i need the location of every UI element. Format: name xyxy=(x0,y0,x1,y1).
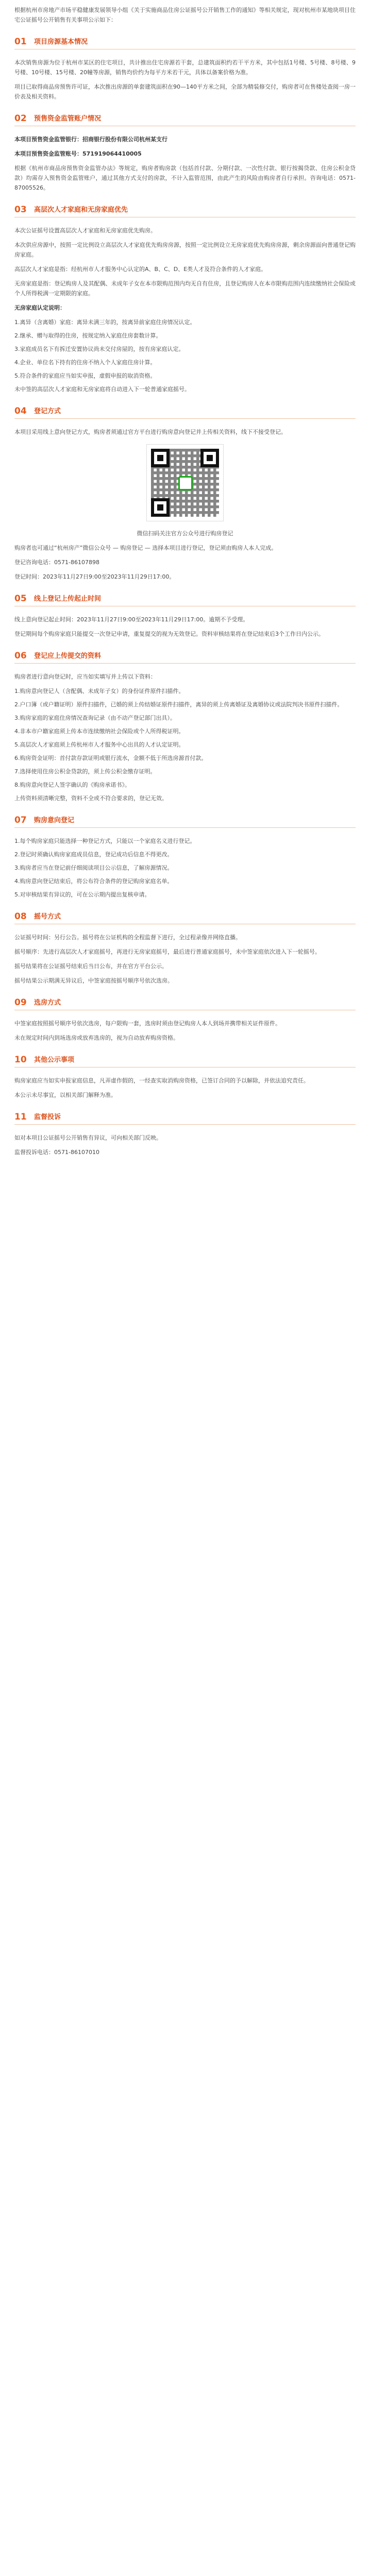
section-number: 04 xyxy=(14,406,27,416)
qr-code-icon[interactable] xyxy=(146,444,224,521)
section-header-08 xyxy=(14,912,356,924)
registration-rules-list xyxy=(14,836,356,900)
list-item: 5.对审核结果有异议的，可在公示期内提出复核申请。 xyxy=(14,891,150,898)
paragraph: 未在规定时间内到场选房或放弃选房的，视为自动放弃购房资格。 xyxy=(14,1035,179,1041)
section-header-09 xyxy=(14,998,356,1010)
section-number: 02 xyxy=(14,113,27,124)
section-title: 监督投诉 xyxy=(34,1113,61,1121)
paragraph: 本次供应房源中，按照一定比例设立高层次人才家庭优先购房房源，按照一定比例设立无房家庭优先购房房源，剩余房源面向普通登记购房家庭。 xyxy=(14,242,356,258)
registration-time: 登记时间：2023年11月27日9:00至2023年11月29日17:00。 xyxy=(14,573,175,580)
list-item: 2.继承、赠与取得的住房，按规定纳入家庭住房套数计算。 xyxy=(14,332,162,339)
paragraph: 购房者进行意向登记时，应当如实填写并上传以下资料： xyxy=(14,673,156,680)
list-item: 5.符合条件的家庭应当如实申报，虚假申报的取消资格。 xyxy=(14,372,156,379)
list-item: 5.高层次人才家庭须上传杭州市人才服务中心出具的人才认定证明。 xyxy=(14,741,184,748)
list-item: 2.户口簿（或户籍证明）原件扫描件，已婚的须上传结婚证原件扫描件，离异的须上传离婚证及离婚协议或法院判决书原件扫描件。 xyxy=(14,701,343,708)
list-item: 2.登记时须确认购房家庭成员信息，登记成功后信息不得更改。 xyxy=(14,851,173,858)
list-item: 1.每个购房家庭只能选择一种登记方式，只能以一个家庭名义进行登记。 xyxy=(14,838,196,844)
section-header-05 xyxy=(14,594,356,606)
section-header-07 xyxy=(14,816,356,828)
section-number: 10 xyxy=(14,1055,27,1065)
section-number: 03 xyxy=(14,205,27,215)
paragraph: 中签家庭按照摇号顺序号依次选房，每户限购一套，选房时须由登记购房人本人到场并携带相关证件原件。 xyxy=(14,1020,281,1027)
paragraph: 高层次人才家庭是指：经杭州市人才服务中心认定的A、B、C、D、E类人才及符合条件的人才家庭。 xyxy=(14,266,267,273)
paragraph: 公证摇号时间：另行公告。摇号将在公证机构的全程监督下进行，全过程录像并网络直播。 xyxy=(14,934,241,941)
list-item: 4.购房意向登记结束后，将公布符合条件的登记购房家庭名单。 xyxy=(14,878,173,885)
section-title: 线上登记上传起止时间 xyxy=(34,595,102,603)
qr-caption: 微信扫码关注官方公众号进行购房登记 xyxy=(137,530,233,537)
section-title: 项目房源基本情况 xyxy=(34,38,88,46)
list-title: 无房家庭认定说明： xyxy=(14,304,65,311)
section-header-02 xyxy=(14,114,356,126)
paragraph: 无房家庭是指：登记购房人及其配偶、未成年子女在本市限购范围内均无自有住房，且登记购房人在本市限购范围内连续缴纳社会保险或个人所得税满一定期限的家庭。 xyxy=(14,280,356,297)
section-number: 01 xyxy=(14,37,27,47)
list-item: 6.购房资金证明：首付款存款证明或银行流水，金额不低于所选房源首付款。 xyxy=(14,755,207,761)
list-item: 3.购房家庭的家庭住房情况查询记录（由不动产登记部门出具）。 xyxy=(14,715,176,721)
section-title: 其他公示事项 xyxy=(34,1056,75,1064)
list-item: 3.家庭成员名下有拆迁安置协议尚未交付房屋的，按有房家庭认定。 xyxy=(14,346,184,352)
section-number: 09 xyxy=(14,997,27,1008)
section-number: 06 xyxy=(14,651,27,661)
paragraph: 本公示未尽事宜，以相关部门解释为准。 xyxy=(14,1092,116,1098)
paragraph: 未中签的高层次人才家庭和无房家庭将自动进入下一轮普通家庭摇号。 xyxy=(14,386,190,393)
section-number: 08 xyxy=(14,911,27,922)
paragraph: 摇号结果将在公证摇号结束后当日公布，并在官方平台公示。 xyxy=(14,963,167,970)
consult-phone: 登记咨询电话：0571-86107898 xyxy=(14,559,99,566)
section-header-11 xyxy=(14,1112,356,1125)
paragraph: 摇号顺序：先进行高层次人才家庭摇号，再进行无房家庭摇号，最后进行普通家庭摇号，未中签家庭依次进入下一轮摇号。 xyxy=(14,948,321,955)
section-header-10 xyxy=(14,1055,356,1067)
section-title: 预售资金监管账户情况 xyxy=(34,115,102,123)
section-number: 05 xyxy=(14,594,27,604)
list-item: 1.购房意向登记人（含配偶、未成年子女）的身份证件原件扫描件。 xyxy=(14,688,184,694)
no-house-criteria-list xyxy=(14,317,356,381)
paragraph: 本次销售房源为位于杭州市某区的住宅项目，共计推出住宅房源若干套，总建筑面积约若干平方米，其中包括1号楼、5号楼、8号楼、9号楼、10号楼、15号楼、20幢等房源，销售均价约为每平方米若干元，具体以备案价格为准。 xyxy=(14,59,356,76)
list-item: 3.购房者应当在登记前仔细阅读项目公示信息，了解房源情况。 xyxy=(14,865,173,871)
list-item: 1.离异（含离婚）家庭：离异未满三年的，按离异前家庭住房情况认定。 xyxy=(14,319,196,326)
section-title: 高层次人才家庭和无房家庭优先 xyxy=(34,206,128,214)
supervision-account: 本项目预售资金监管账号：571919064410005 xyxy=(14,150,142,157)
list-item: 7.选择使用住房公积金贷款的，须上传公积金缴存证明。 xyxy=(14,768,156,775)
section-number: 11 xyxy=(14,1112,27,1122)
list-item: 8.购房意向登记人签字确认的《购房承诺书》。 xyxy=(14,782,130,788)
paragraph: 登记期间每个购房家庭只能提交一次登记申请，重复提交的视为无效登记。资料审核结果将在登记结束后3个工作日内公示。 xyxy=(14,631,324,637)
section-title: 登记应上传提交的资料 xyxy=(34,652,102,660)
paragraph: 根据《杭州市商品房预售资金监管办法》等规定，购房者购房款（包括首付款、分期付款、一次性付款、银行按揭贷款、住房公积金贷款）均需存入预售资金监管账户，通过其他方式支付的房款，不计入监管范围，由此产生的风险由购房者自行承担。咨询电话：0571-87005526。 xyxy=(14,165,356,191)
paragraph: 购房家庭应当如实申报家庭信息，凡弄虚作假的，一经查实取消购房资格，已签订合同的予以解除，并依法追究责任。 xyxy=(14,1077,309,1084)
qr-code-container xyxy=(14,444,356,521)
intro-paragraph: 根据杭州市房地产市场平稳健康发展领导小组《关于实施商品住房公证摇号公开销售工作的通知》等相关规定，现对杭州市某地块项目住宅公证摇号公开销售有关事项公示如下： xyxy=(14,7,356,23)
list-item: 4.企业、单位名下持有的住房不纳入个人家庭住房计算。 xyxy=(14,359,156,366)
section-header-04 xyxy=(14,406,356,419)
paragraph: 项目已取得商品房预售许可证，本次推出房源的单套建筑面积在90—140平方米之间，全部为精装修交付，购房者可在售楼处查阅一房一价表及相关资料。 xyxy=(14,83,356,100)
list-item: 4.非本市户籍家庭须上传本市连续缴纳社会保险或个人所得税证明。 xyxy=(14,728,184,735)
required-documents-list xyxy=(14,686,356,790)
paragraph: 购房者也可通过“杭州房产”微信公众号 — 购房登记 — 选择本项目进行登记，登记须由购房人本人完成。 xyxy=(14,545,277,551)
paragraph: 如对本项目公证摇号公开销售有异议，可向相关部门反映。 xyxy=(14,1134,162,1141)
supervision-bank: 本项目预售资金监管银行：招商银行股份有限公司杭州某支行 xyxy=(14,136,167,143)
paragraph: 上传资料须清晰完整，资料不全或不符合要求的，登记无效。 xyxy=(14,795,167,802)
paragraph: 本项目采用线上意向登记方式，购房者须通过官方平台进行购房意向登记并上传相关资料，线下不接受登记。 xyxy=(14,429,287,435)
paragraph: 摇号结果公示期满无异议后，中签家庭按摇号顺序号依次选房。 xyxy=(14,977,173,984)
paragraph: 本次公证摇号设置高层次人才家庭和无房家庭优先购房。 xyxy=(14,227,156,234)
section-title: 登记方式 xyxy=(34,408,61,415)
section-header-03 xyxy=(14,205,356,217)
section-title: 摇号方式 xyxy=(34,913,61,921)
complaint-phone: 监督投诉电话：0571-86107010 xyxy=(14,1149,99,1156)
section-title: 选房方式 xyxy=(34,999,61,1007)
section-header-01 xyxy=(14,37,356,49)
section-title: 购房意向登记 xyxy=(34,817,75,824)
paragraph: 线上意向登记起止时间：2023年11月27日9:00至2023年11月29日17:00。逾期不予受理。 xyxy=(14,616,249,623)
section-number: 07 xyxy=(14,815,27,825)
section-header-06 xyxy=(14,651,356,664)
